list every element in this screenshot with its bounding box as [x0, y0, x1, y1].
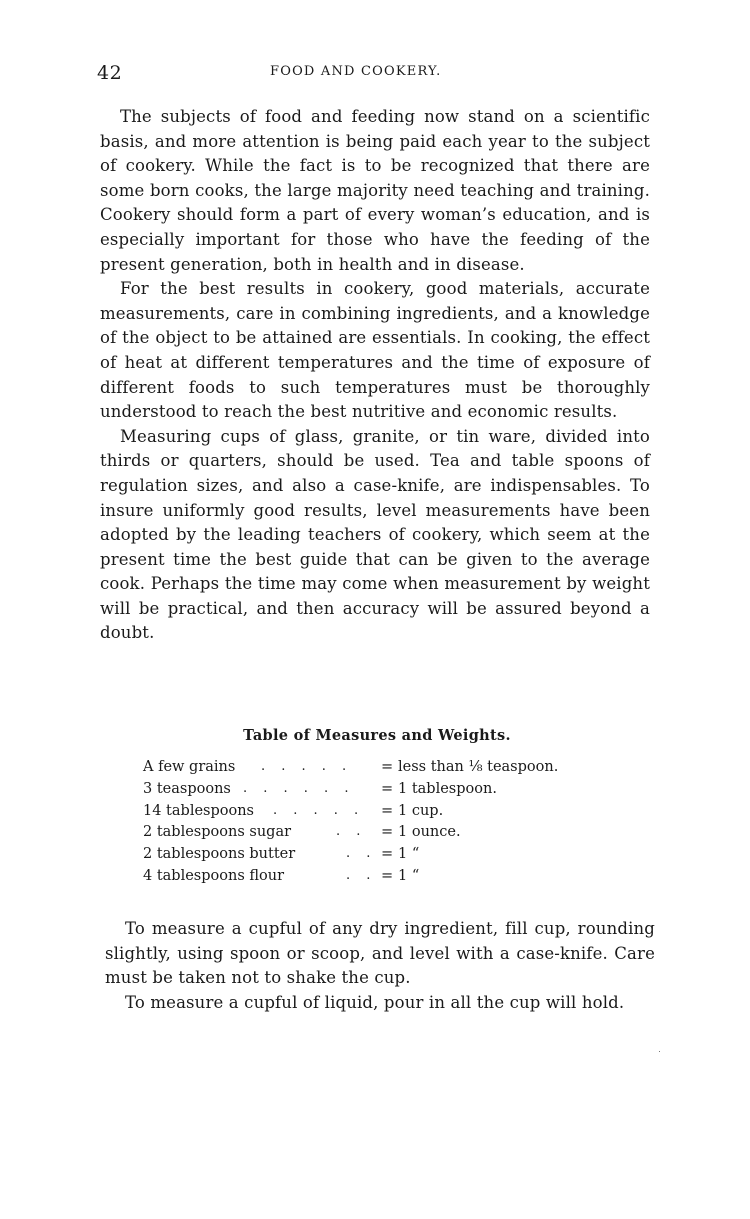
leader-dots: . . [346, 846, 377, 862]
equals-sign: = [381, 846, 394, 863]
paragraph-1: The subjects of food and feeding now stand on a scientific basis, and more attention is being paid each year to the subject of cookery. While the fact is to be recognized that there are some born cooks, the large majority need teaching and training. Cookery should form a part of every woman’s education, and is especially important for those who have the feeding of the present generation, both in health and in disease. [100, 107, 650, 274]
measure-item: 3 teaspoons [143, 780, 231, 797]
paragraph-3: Measuring cups of glass, granite, or tin ware, divided into thirds or quarters, should be used. Tea and table spoons of regulation sizes, and also a case-knife, are indispensables. To insure uniformly good results, level measurements have been adopted by the leading teachers of cookery, which seem at the present time the best guide that can be given to the average cook. Perhaps the time may come when measurement by weight will be practical, and then accuracy will be assured beyond a doubt. [100, 426, 650, 643]
measure-item: 14 tablespoons [143, 802, 254, 819]
measure-value: 1 “ [398, 867, 420, 884]
paragraph-5: To measure a cupful of liquid, pour in all the cup will hold. [125, 992, 625, 1012]
table-row [143, 781, 623, 803]
equals-sign: = [381, 824, 394, 841]
measure-value: 1 ounce. [398, 824, 461, 841]
leader-dots: . . . . . [261, 759, 353, 774]
measure-item: 4 tablespoons flour [143, 867, 285, 884]
table-row [143, 868, 623, 890]
measures-table [143, 759, 623, 890]
running-head: FOOD AND COOKERY. [270, 64, 442, 79]
leader-dots: . . [346, 867, 377, 883]
paragraph-2: For the best results in cookery, good materials, accurate measurements, care in combining ingredients, and a knowledge of the object to be attained are essentials. In cooking, the effect of heat at different temperatures and the time of exposure of different foods to such temperatures must be thoroughly understood to reach the best nutritive and economic results. [100, 279, 650, 422]
leader-dots: . . . . . . [243, 780, 355, 796]
leader-dots: . . . . . [273, 802, 365, 818]
equals-sign: = [381, 802, 394, 819]
body-text-top [100, 105, 650, 646]
paragraph-4: To measure a cupful of any dry ingredient, fill cup, rounding slightly, using spoon or scoop, and level with a case-knife. Care must be taken not to shake the cup. [105, 919, 655, 988]
scan-speck [659, 1051, 660, 1052]
table-row [143, 759, 623, 781]
table-row [143, 824, 623, 846]
table-title: Table of Measures and Weights. [243, 727, 511, 744]
page-number: 42 [97, 62, 123, 84]
body-text-bottom [105, 917, 655, 1015]
measure-item: A few grains [143, 759, 236, 775]
measure-value: 1 cup. [398, 802, 444, 819]
table-row [143, 846, 623, 868]
measure-value: 1 “ [398, 846, 420, 863]
equals-sign: = [381, 867, 394, 884]
leader-dots: . . [336, 824, 367, 840]
measure-value: less than ⅛ teaspoon. [398, 759, 559, 775]
measure-item: 2 tablespoons sugar [143, 824, 292, 841]
measure-value: 1 tablespoon. [398, 780, 497, 797]
equals-sign: = [381, 780, 394, 797]
equals-sign: = [381, 759, 394, 775]
measure-item: 2 tablespoons butter [143, 846, 296, 863]
table-row [143, 803, 623, 825]
